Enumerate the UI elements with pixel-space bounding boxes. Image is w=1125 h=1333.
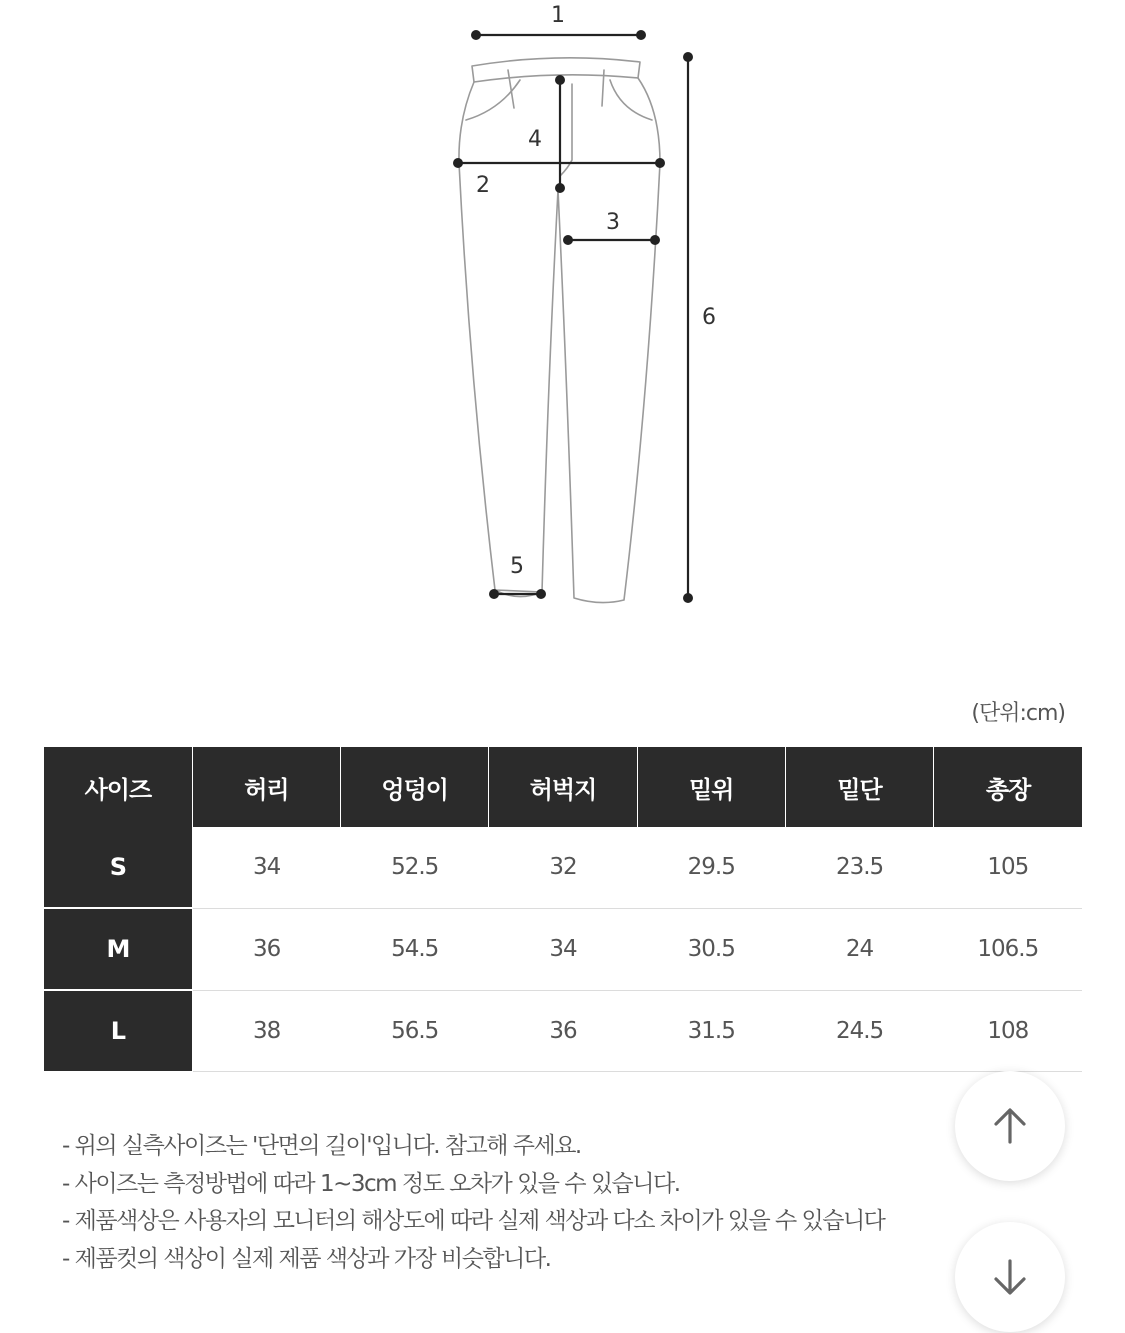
size-cell: S xyxy=(44,827,192,908)
table-cell: 105 xyxy=(934,827,1082,908)
size-table xyxy=(44,747,1082,1072)
table-cell: 31.5 xyxy=(637,990,785,1071)
table-cell: 24 xyxy=(785,908,933,990)
table-cell: 24.5 xyxy=(785,990,933,1071)
size-cell: L xyxy=(44,990,192,1071)
label-hip: 2 xyxy=(476,173,490,198)
pants-measurement-diagram xyxy=(0,0,1125,640)
measure-points xyxy=(453,30,693,603)
table-cell: 34 xyxy=(192,827,340,908)
note-item: - 사이즈는 측정방법에 따라 1~3cm 정도 오차가 있을 수 있습니다. xyxy=(62,1166,884,1204)
table-cell: 34 xyxy=(489,908,637,990)
note-item: - 위의 실측사이즈는 '단면의 길이'입니다. 참고해 주세요. xyxy=(62,1128,884,1166)
arrow-down-icon xyxy=(988,1255,1032,1299)
label-length: 6 xyxy=(702,305,716,330)
size-table-header xyxy=(44,747,1082,827)
measure-lines xyxy=(458,35,688,598)
table-row xyxy=(44,990,1082,1071)
table-cell: 108 xyxy=(934,990,1082,1071)
header-hem: 밑단 xyxy=(785,747,933,827)
label-thigh: 3 xyxy=(606,210,620,235)
table-cell: 38 xyxy=(192,990,340,1071)
header-size: 사이즈 xyxy=(44,747,192,827)
table-cell: 36 xyxy=(192,908,340,990)
header-rise: 밑위 xyxy=(637,747,785,827)
scroll-top-button[interactable] xyxy=(955,1071,1065,1181)
scroll-bottom-button[interactable] xyxy=(955,1222,1065,1332)
table-row xyxy=(44,908,1082,990)
size-notes xyxy=(62,1128,884,1278)
size-cell: M xyxy=(44,908,192,990)
table-cell: 30.5 xyxy=(637,908,785,990)
label-waist: 1 xyxy=(551,3,565,28)
table-cell: 56.5 xyxy=(341,990,489,1071)
table-cell: 106.5 xyxy=(934,908,1082,990)
table-cell: 23.5 xyxy=(785,827,933,908)
header-hip: 엉덩이 xyxy=(341,747,489,827)
unit-label: (단위:cm) xyxy=(971,701,1065,726)
header-thigh: 허벅지 xyxy=(489,747,637,827)
table-cell: 36 xyxy=(489,990,637,1071)
table-cell: 54.5 xyxy=(341,908,489,990)
note-item: - 제품컷의 색상이 실제 제품 색상과 가장 비슷합니다. xyxy=(62,1241,884,1279)
table-cell: 52.5 xyxy=(341,827,489,908)
header-waist: 허리 xyxy=(192,747,340,827)
table-cell: 29.5 xyxy=(637,827,785,908)
table-row xyxy=(44,827,1082,908)
label-hem: 5 xyxy=(510,554,524,579)
table-cell: 32 xyxy=(489,827,637,908)
header-length: 총장 xyxy=(934,747,1082,827)
label-rise: 4 xyxy=(528,127,542,152)
arrow-up-icon xyxy=(988,1104,1032,1148)
note-item: - 제품색상은 사용자의 모니터의 해상도에 따라 실제 색상과 다소 차이가 있을 수 있습니다 xyxy=(62,1203,884,1241)
